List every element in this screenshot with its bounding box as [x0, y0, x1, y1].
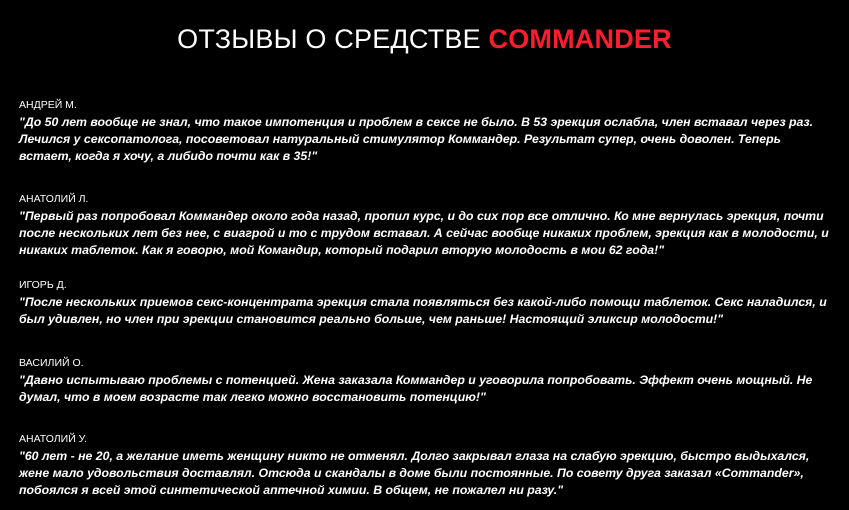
review-author: ВАСИЛИЙ О. — [19, 357, 84, 369]
review-author: АНАТОЛИЙ Л. — [19, 193, 89, 205]
review-text: "Первый раз попробовал Коммандер около года назад, пропил курс, и до сих пор все отлично. Ко мне вернулась эрекция, почти после нескольких лет без нее, с виагрой и то с трудом вставал. А сейчас вообще никаких проблем, эрекция как в молодости, и никаких таблеток. Как я говорю, мой Командир, который подарил вторую молодость в мои 62 года!" — [19, 209, 829, 257]
section-title — [0, 22, 849, 56]
review-item — [19, 433, 834, 499]
section-title-brand: COMMANDER — [488, 24, 672, 55]
review-author: ИГОРЬ Д. — [19, 279, 67, 291]
review-author: АНАТОЛИЙ У. — [19, 433, 87, 445]
review-text: "После нескольких приемов секс-концентрата эрекция стала появляться без какой-либо помощи таблеток. Секс наладился, и был удивлен, но член при эрекции становится реально больше, чем раньше! Настоящий эликсир молодости!" — [19, 295, 827, 326]
review-text: "60 лет - не 20, а желание иметь женщину никто не отменял. Долго закрывал глаза на слабую эрекцию, быстро выдыхался, жене мало удовольствия доставлял. Отсюда и скандалы в доме были постоянные. По совету друга заказал «Commander», побоялся я всей этой синтетической аптечной химии. В общем, не пожалел ни разу." — [19, 449, 810, 497]
review-item — [19, 357, 834, 406]
review-text: "До 50 лет вообще не знал, что такое импотенция и проблем в сексе не было. В 53 эрекция ослабла, член вставал через раз. Лечился у сексопатолога, посоветовал натуральный стимулятор Коммандер. Результат супер, очень доволен. Теперь встает, когда я хочу, а либидо почти как в 35!" — [19, 115, 814, 163]
review-item — [19, 279, 834, 328]
review-item — [19, 193, 834, 259]
review-author: АНДРЕЙ М. — [19, 99, 77, 111]
section-title-text: ОТЗЫВЫ О СРЕДСТВЕ — [177, 24, 489, 55]
review-text: "Давно испытываю проблемы с потенцией. Жена заказала Коммандер и уговорила попробовать. Эффект очень мощный. Не думал, что в моем возрасте так легко можно восстановить потенцию!" — [19, 373, 813, 404]
review-item — [19, 99, 834, 165]
